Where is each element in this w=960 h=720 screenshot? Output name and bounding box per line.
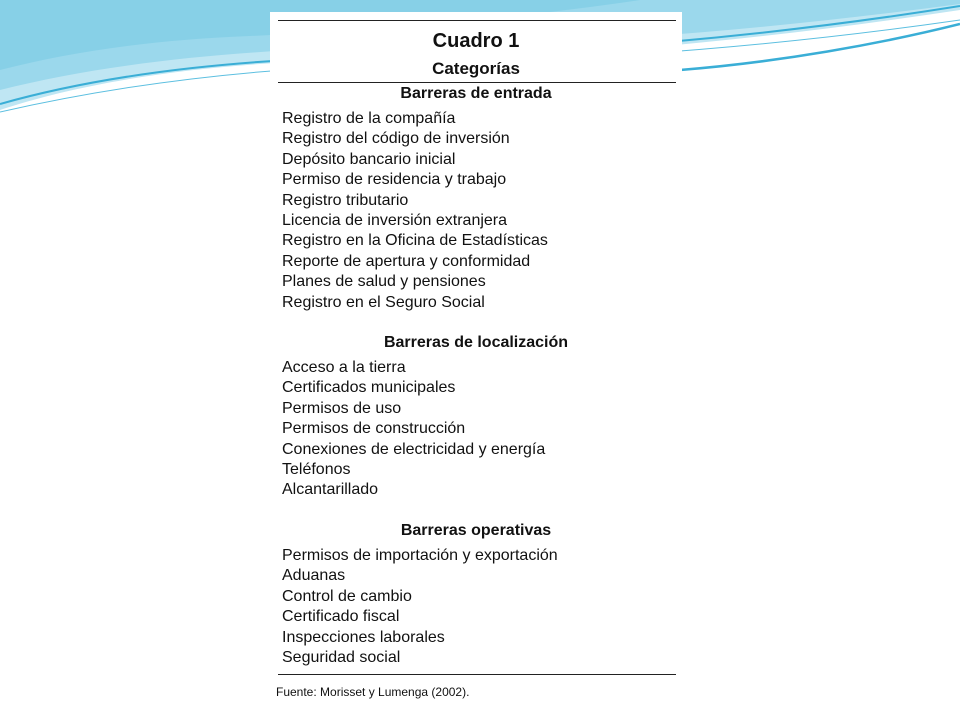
bottom-rule	[278, 674, 676, 675]
list-item: Acceso a la tierra	[282, 359, 406, 376]
header-rule	[278, 82, 676, 83]
list-item: Licencia de inversión extranjera	[282, 212, 508, 230]
list-item: Permisos de uso	[282, 399, 402, 417]
section-list-operativas	[282, 546, 558, 668]
section-list-localizacion	[282, 358, 545, 501]
list-item: Planes de salud y pensiones	[282, 273, 486, 291]
list-item: Registro tributario	[282, 191, 409, 209]
list-item: Inspecciones laborales	[282, 628, 445, 646]
list-item: Aduanas	[282, 567, 346, 585]
list-item: Permiso de residencia y trabajo	[282, 171, 507, 189]
table-title: Cuadro 1	[432, 30, 520, 52]
top-rule	[278, 20, 676, 21]
list-item: Conexiones de electricidad y energía	[282, 440, 546, 458]
list-item: Registro de la compañía	[282, 110, 456, 127]
table-subtitle: Categorías	[432, 59, 520, 78]
list-item: Certificado fiscal	[282, 608, 400, 626]
section-list-entrada	[282, 109, 548, 313]
list-item: Permisos de importación y exportación	[282, 547, 558, 564]
list-item: Depósito bancario inicial	[282, 150, 456, 168]
section-heading-entrada: Barreras de entrada	[400, 85, 552, 102]
list-item: Registro en la Oficina de Estadísticas	[282, 232, 548, 250]
list-item: Control de cambio	[282, 587, 412, 605]
list-item: Reporte de apertura y conformidad	[282, 252, 531, 270]
document-table	[270, 12, 682, 706]
list-item: Seguridad social	[282, 649, 401, 667]
list-item: Alcantarillado	[282, 481, 379, 499]
list-item: Registro del código de inversión	[282, 130, 510, 148]
list-item: Permisos de construcción	[282, 420, 466, 438]
list-item: Certificados municipales	[282, 379, 456, 397]
section-heading-localizacion: Barreras de localización	[383, 334, 569, 351]
source-note: Fuente: Morisset y Lumenga (2002).	[276, 685, 470, 699]
list-item: Registro en el Seguro Social	[282, 293, 485, 311]
section-heading-operativas: Barreras operativas	[400, 522, 552, 539]
list-item: Teléfonos	[282, 461, 351, 479]
